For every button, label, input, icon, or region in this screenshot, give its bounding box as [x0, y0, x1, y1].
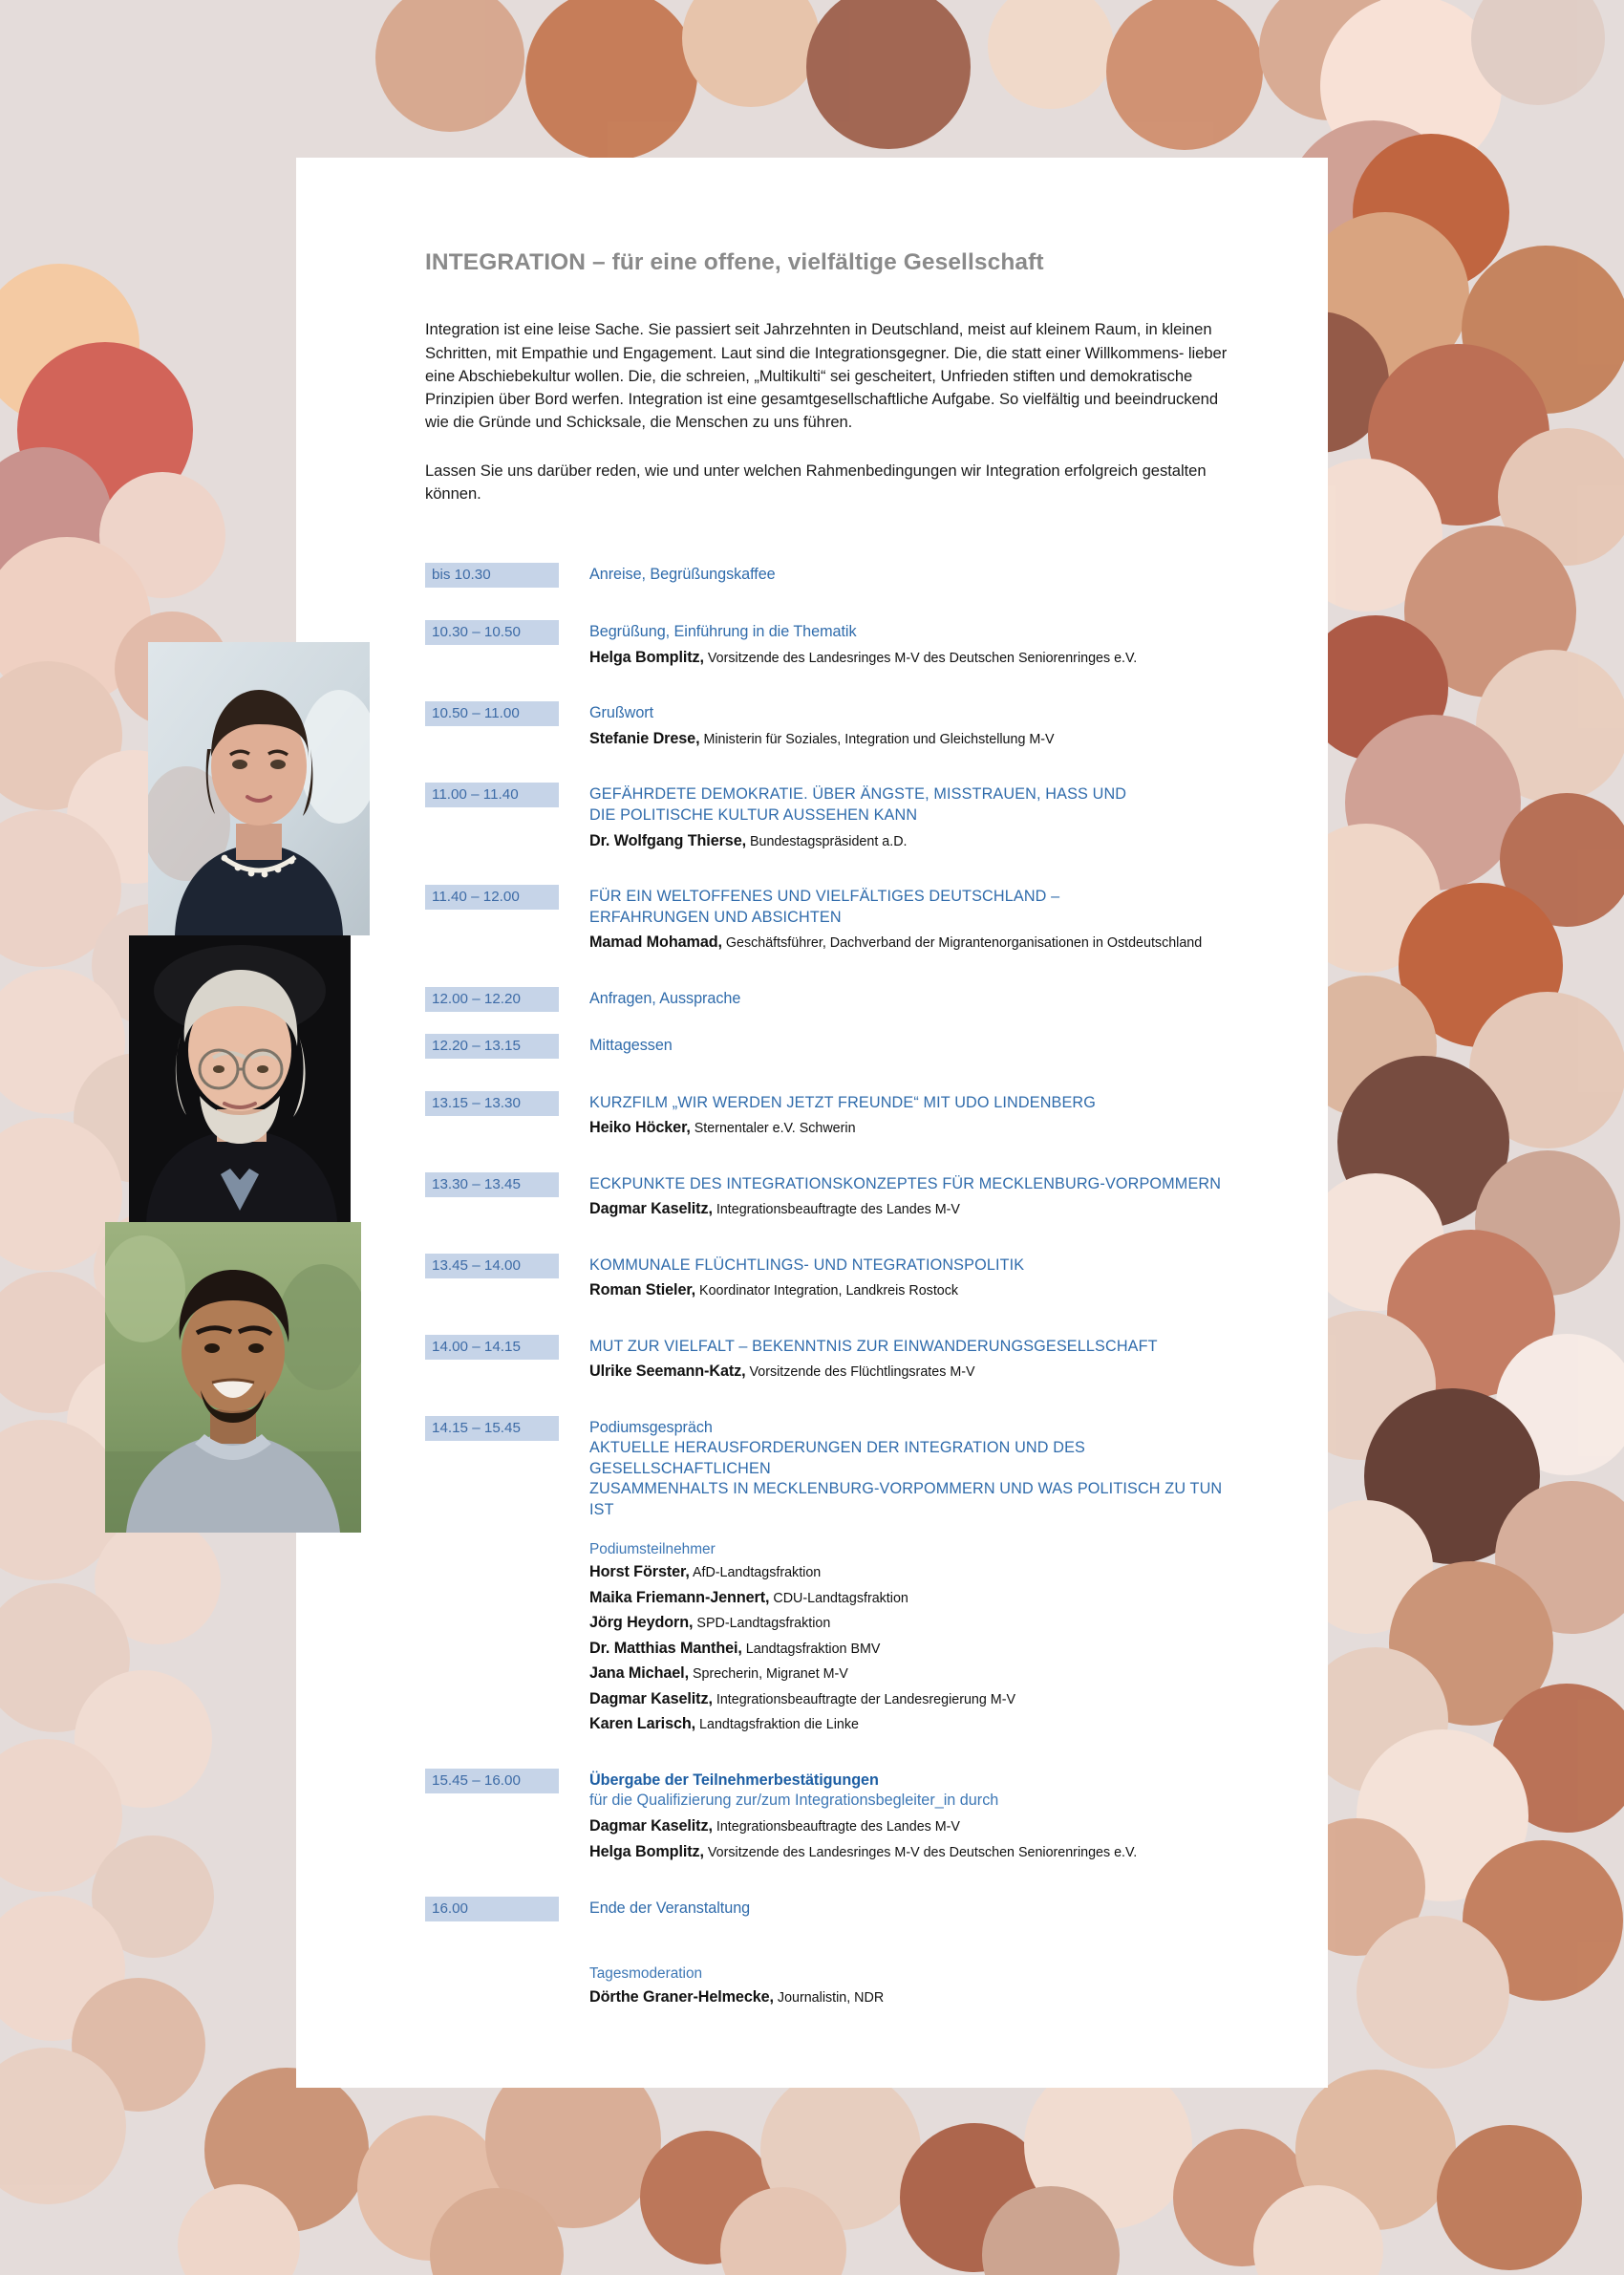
agenda-row [425, 1254, 1228, 1302]
agenda-heading: KURZFILM „WIR WERDEN JETZT FREUNDE“ MIT UDO LINDENBERG [589, 1093, 1097, 1111]
agenda-heading-line2: DIE POLITISCHE KULTUR AUSSEHEN KANN [589, 805, 918, 824]
moderator-role: Journalistin, NDR [777, 1989, 885, 2006]
agenda-row-body [559, 1254, 1228, 1302]
participant-role: Landtagsfraktion die Linke [699, 1717, 859, 1733]
participant-role: CDU-Landtagsfraktion [773, 1590, 908, 1606]
agenda-speaker [589, 728, 1228, 750]
intro-paragraph-2: Lassen Sie uns darüber reden, wie und unter welchen Rahmenbedingungen wir Integration erfolgreich gestalten können. [425, 461, 1207, 504]
speaker-role: Vorsitzende des Flüchtlingsrates M-V [749, 1364, 975, 1381]
agenda-heading: Grußwort [589, 704, 654, 722]
agenda-time-badge: 14.15 – 15.45 [425, 1416, 559, 1441]
document-content [425, 248, 1228, 2008]
speaker-name: Stefanie Drese, [589, 729, 700, 747]
agenda-row [425, 885, 1228, 955]
agenda-time-badge: 15.45 – 16.00 [425, 1769, 559, 1793]
speaker-role: Vorsitzende des Landesringes M-V des Deutschen Seniorenringes e.V. [707, 650, 1138, 666]
list-item [589, 1638, 1228, 1660]
speaker-role: Integrationsbeauftragte des Landes M-V [716, 1818, 960, 1835]
agenda-row-body [559, 1034, 1228, 1057]
agenda-row [425, 1335, 1228, 1384]
agenda-time-badge: 11.40 – 12.00 [425, 885, 559, 910]
agenda-time-badge: 13.45 – 14.00 [425, 1254, 559, 1278]
participant-role: AfD-Landtagsfraktion [692, 1565, 822, 1581]
speaker-role: Ministerin für Soziales, Integration und Gleichstellung M-V [703, 731, 1055, 747]
speaker-name: Ulrike Seemann-Katz, [589, 1363, 746, 1381]
speaker-role: Bundestagspräsident a.D. [749, 833, 908, 849]
agenda-row-body [559, 987, 1228, 1010]
list-item [589, 1688, 1228, 1710]
agenda-row-body [559, 1769, 1228, 1864]
agenda-row-body [559, 885, 1228, 955]
agenda-row-body [559, 1897, 1228, 1920]
agenda-speaker [589, 1279, 1228, 1301]
closing-heading: Ende der Veranstaltung [589, 1899, 751, 1917]
participant-name: Karen Larisch, [589, 1715, 696, 1733]
agenda-row-handover [425, 1769, 1228, 1864]
agenda-speaker [589, 1841, 1228, 1863]
agenda-heading-line2: ERFAHRUNGEN UND ABSICHTEN [589, 908, 842, 926]
agenda-heading: FÜR EIN WELTOFFENES UND VIELFÄLTIGES DEUTSCHLAND – [589, 888, 1060, 906]
agenda-heading: Anreise, Begrüßungskaffee [589, 566, 776, 584]
agenda-speaker [589, 932, 1228, 954]
participant-role: Integrationsbeauftragte der Landesregierung M-V [716, 1691, 1015, 1707]
speaker-role: Integrationsbeauftragte des Landes M-V [716, 1202, 960, 1218]
speaker-name: Roman Stieler, [589, 1281, 696, 1299]
participant-role: SPD-Landtagsfraktion [696, 1616, 831, 1632]
agenda-heading: Mittagessen [589, 1036, 673, 1054]
participant-name: Horst Förster, [589, 1563, 690, 1581]
agenda-time-badge: 10.30 – 10.50 [425, 620, 559, 645]
agenda-row [425, 701, 1228, 750]
agenda-row-body [559, 1335, 1228, 1384]
speaker-name: Helga Bomplitz, [589, 648, 704, 666]
participant-name: Maika Friemann-Jennert, [589, 1588, 770, 1606]
moderator-name: Dörthe Graner-Helmecke, [589, 1987, 774, 2006]
agenda-speaker [589, 1815, 1228, 1837]
agenda-time-badge: 12.20 – 13.15 [425, 1034, 559, 1059]
agenda-heading: GEFÄHRDETE DEMOKRATIE. ÜBER ÄNGSTE, MISSTRAUEN, HASS UND [589, 785, 1127, 804]
moderation-block [425, 1965, 1228, 2008]
panel-discussion-heading: Podiumsgespräch [589, 1418, 713, 1436]
moderation-label: Tagesmoderation [589, 1964, 703, 1982]
agenda-time-badge: 12.00 – 12.20 [425, 987, 559, 1012]
agenda-row [425, 1091, 1228, 1140]
agenda-heading: Begrüßung, Einführung in die Thematik [589, 623, 857, 641]
participant-name: Dr. Matthias Manthei, [589, 1639, 742, 1657]
agenda-time-badge: 14.00 – 14.15 [425, 1335, 559, 1360]
agenda-row [425, 987, 1228, 1012]
speaker-name: Mamad Mohamad, [589, 934, 722, 952]
agenda-row [425, 783, 1228, 852]
panel-topic-line2: ZUSAMMENHALTS IN MECKLENBURG-VORPOMMERN UND WAS POLITISCH ZU TUN IST [589, 1480, 1223, 1518]
agenda-row-body [559, 563, 1228, 586]
panel-participants-list [589, 1561, 1228, 1735]
portrait-photo-1 [148, 642, 370, 935]
participant-role: Landtagsfraktion BMV [745, 1641, 881, 1657]
list-item [589, 1713, 1228, 1735]
agenda-row-body [559, 1416, 1228, 1736]
agenda-row-body [559, 783, 1228, 852]
agenda-heading: Anfragen, Aussprache [589, 989, 741, 1007]
handover-subheading: für die Qualifizierung zur/zum Integrationsbegleiter_in durch [589, 1792, 999, 1810]
moderator [589, 1986, 1228, 2008]
agenda-row [425, 563, 1228, 588]
speaker-role: Koordinator Integration, Landkreis Rostock [699, 1283, 959, 1299]
agenda-row [425, 1172, 1228, 1221]
agenda-heading: KOMMUNALE FLÜCHTLINGS- UND NTEGRATIONSPOLITIK [589, 1256, 1025, 1274]
agenda-time-badge: bis 10.30 [425, 563, 559, 588]
participant-name: Jana Michael, [589, 1664, 689, 1683]
agenda-row-panel-discussion [425, 1416, 1228, 1736]
agenda-speaker [589, 1198, 1228, 1220]
agenda-row-body [559, 620, 1228, 669]
agenda-heading: ECKPUNKTE DES INTEGRATIONSKONZEPTES FÜR MECKLENBURG-VORPOMMERN [589, 1174, 1222, 1192]
agenda-row-body [559, 1091, 1228, 1140]
agenda-list [425, 563, 1228, 2008]
participant-name: Jörg Heydorn, [589, 1614, 694, 1632]
agenda-row-body [559, 701, 1228, 750]
agenda-time-badge: 16.00 [425, 1897, 559, 1921]
participant-name: Dagmar Kaselitz, [589, 1689, 713, 1707]
portrait-photo-2 [129, 935, 351, 1222]
speaker-name: Heiko Höcker, [589, 1119, 691, 1137]
agenda-speaker [589, 647, 1228, 669]
intro-paragraph-1: Integration ist eine leise Sache. Sie passiert seit Jahrzehnten in Deutschland, meist auf kleinem Raum, in kleinen Schritten, mit Empathie und Engagement. Laut sind die Integrationsgegner. Die, die statt einer Willkommens- lieber eine Abschiebekultur wollen. Die, die schreien, „Multikulti“ sei gescheitert, Unfrieden stiften und demokratische Prinzipien über Bord werfen. Integration ist eine gesamtgesellschaftliche Aufgabe. So vielfältig und beeindruckend wie die Gründe und Schicksale, die Menschen zu uns führen. [425, 320, 1228, 431]
speaker-role: Sternentaler e.V. Schwerin [694, 1121, 856, 1137]
list-item [589, 1561, 1228, 1583]
agenda-row [425, 620, 1228, 669]
document-page [296, 158, 1328, 2088]
speaker-name: Dagmar Kaselitz, [589, 1200, 713, 1218]
panel-topic-line1: AKTUELLE HERAUSFORDERUNGEN DER INTEGRATION UND DES GESELLSCHAFTLICHEN [589, 1439, 1085, 1477]
speaker-role: Geschäftsführer, Dachverband der Migrantenorganisationen in Ostdeutschland [725, 935, 1203, 952]
agenda-time-badge: 13.30 – 13.45 [425, 1172, 559, 1197]
speaker-name: Helga Bomplitz, [589, 1843, 704, 1861]
list-item [589, 1612, 1228, 1634]
participants-label: Podiumsteilnehmer [589, 1541, 716, 1558]
speaker-name: Dagmar Kaselitz, [589, 1816, 713, 1835]
handover-heading: Übergabe der Teilnehmerbestätigungen [589, 1771, 879, 1789]
agenda-speaker [589, 1361, 1228, 1383]
speaker-photo-strip [148, 642, 370, 1533]
page-title: INTEGRATION – für eine offene, vielfältige Gesellschaft [425, 249, 1044, 275]
agenda-row-closing [425, 1897, 1228, 1921]
agenda-time-badge: 11.00 – 11.40 [425, 783, 559, 807]
portrait-photo-3 [105, 1222, 361, 1533]
agenda-heading: MUT ZUR VIELFALT – BEKENNTNIS ZUR EINWANDERUNGSGESELLSCHAFT [589, 1337, 1158, 1355]
list-item [589, 1587, 1228, 1609]
list-item [589, 1663, 1228, 1685]
agenda-row [425, 1034, 1228, 1059]
agenda-speaker [589, 1117, 1228, 1139]
participant-role: Sprecherin, Migranet M-V [692, 1666, 848, 1683]
agenda-time-badge: 13.15 – 13.30 [425, 1091, 559, 1116]
agenda-time-badge: 10.50 – 11.00 [425, 701, 559, 726]
agenda-row-body [559, 1172, 1228, 1221]
agenda-speaker [589, 830, 1228, 852]
speaker-role: Vorsitzende des Landesringes M-V des Deutschen Seniorenringes e.V. [707, 1845, 1138, 1861]
speaker-name: Dr. Wolfgang Thierse, [589, 831, 746, 849]
